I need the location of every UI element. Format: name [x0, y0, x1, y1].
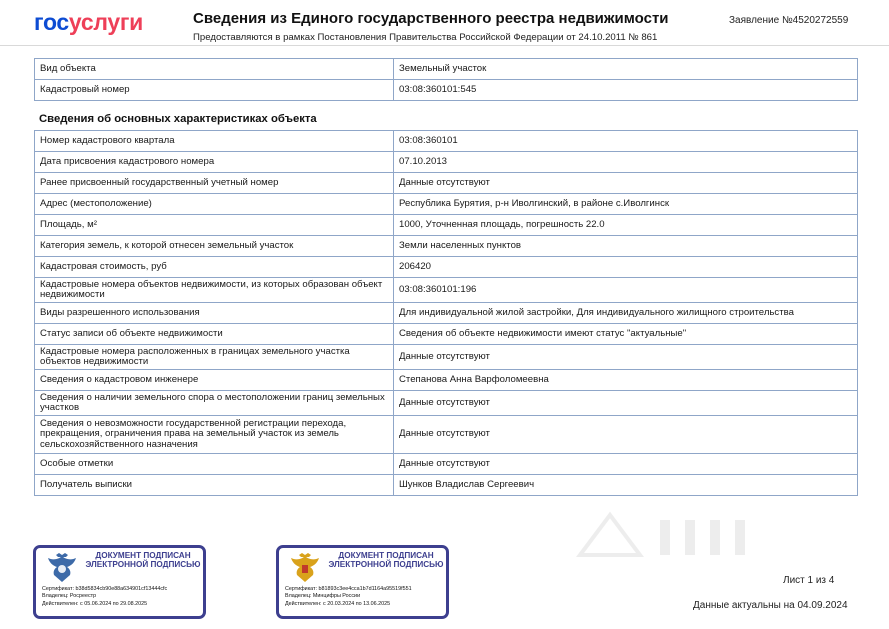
row-label: Особые отметки [35, 454, 394, 475]
stamp-certificate-info [42, 586, 167, 608]
electronic-signature-stamp-rosreestr [33, 545, 206, 619]
row-value: 1000, Уточненная площадь, погрешность 22.0 [394, 215, 858, 236]
row-label: Категория земель, к которой отнесен земельный участок [35, 236, 394, 257]
table-row [35, 152, 858, 173]
row-value: 07.10.2013 [394, 152, 858, 173]
table-row [35, 303, 858, 324]
row-value: Сведения об объекте недвижимости имеют статус "актуальные" [394, 324, 858, 345]
document-header [0, 0, 889, 46]
object-summary-table [34, 58, 858, 101]
row-value: Степанова Анна Варфоломеевна [394, 370, 858, 391]
table-row [35, 324, 858, 345]
table-row [35, 416, 858, 454]
table-row [35, 370, 858, 391]
row-label: Кадастровая стоимость, руб [35, 257, 394, 278]
row-label: Кадастровый номер [35, 80, 394, 101]
section-title: Сведения об основных характеристиках объекта [39, 113, 317, 125]
table-row [35, 454, 858, 475]
row-label: Кадастровые номера объектов недвижимости, из которых образован объект недвижимости [35, 278, 394, 303]
row-value: 206420 [394, 257, 858, 278]
row-value: Данные отсутствуют [394, 391, 858, 416]
table-row [35, 391, 858, 416]
cian-watermark-icon [570, 505, 790, 565]
row-value: Республика Бурятия, р-н Иволгинский, в районе с.Иволгинск [394, 194, 858, 215]
row-label: Кадастровые номера расположенных в границах земельного участка объектов недвижимости [35, 345, 394, 370]
stamp-validity: Действителен: с 05.06.2024 по 29.08.2025 [42, 600, 148, 607]
document-subtitle: Предоставляются в рамках Постановления Правительства Российской Федерации от 24.10.2011 № 861 [193, 32, 658, 43]
table-row [35, 278, 858, 303]
row-label: Площадь, м² [35, 215, 394, 236]
row-value: 03:08:360101:196 [394, 278, 858, 303]
row-value: Шунков Владислав Сергеевич [394, 475, 858, 496]
stamp-certificate: Сертификат: b38d5834cb90e88a634901cf13444cfc [42, 586, 168, 592]
row-label: Вид объекта [35, 59, 394, 80]
document-title: Сведения из Единого государственного реестра недвижимости [193, 10, 669, 27]
gosuslugi-logo[interactable] [34, 9, 143, 36]
stamp-owner: Владелец: Росреестр [42, 593, 97, 600]
table-row [35, 131, 858, 152]
row-label: Адрес (местоположение) [35, 194, 394, 215]
row-value: Данные отсутствуют [394, 173, 858, 194]
header-divider [0, 45, 889, 46]
stamp-certificate: Сертификат: b81893c3ee4cca1b7d1164a95519f551 [285, 586, 412, 592]
application-number: Заявление №4520272559 [729, 15, 849, 26]
stamp-title: ДОКУМЕНТ ПОДПИСАН ЭЛЕКТРОННОЙ ПОДПИСЬЮ [328, 551, 444, 569]
object-characteristics-table [34, 130, 858, 496]
row-value: Данные отсутствуют [394, 345, 858, 370]
coat-of-arms-icon [287, 552, 323, 586]
data-actual-date: Данные актуальны на 04.09.2024 [693, 600, 848, 611]
table-row [35, 173, 858, 194]
table-row [35, 59, 858, 80]
logo-part-uslugi: услуги [68, 9, 143, 35]
row-label: Номер кадастрового квартала [35, 131, 394, 152]
eagle-emblem-icon [44, 552, 80, 586]
stamp-owner: Владелец: Минцифры России [285, 593, 361, 600]
row-value: Для индивидуальной жилой застройки, Для индивидуального жилищного строительства [394, 303, 858, 324]
table-row [35, 475, 858, 496]
table-row [35, 236, 858, 257]
row-label: Ранее присвоенный государственный учетный номер [35, 173, 394, 194]
row-label: Сведения о невозможности государственной регистрации перехода, прекращения, ограничения права на земельный участок из земель сельскохозяйственного назначения [35, 416, 394, 454]
row-value: Данные отсутствуют [394, 416, 858, 454]
row-value: Земли населенных пунктов [394, 236, 858, 257]
row-label: Сведения о наличии земельного спора о местоположении границ земельных участков [35, 391, 394, 416]
electronic-signature-stamp-mintsifry [276, 545, 449, 619]
row-label: Статус записи об объекте недвижимости [35, 324, 394, 345]
table-row [35, 194, 858, 215]
sheet-number: Лист 1 из 4 [783, 575, 835, 586]
stamp-certificate-info [285, 586, 412, 608]
row-value: 03:08:360101 [394, 131, 858, 152]
stamp-validity: Действителен: с 20.03.2024 по 13.06.2025 [285, 600, 391, 607]
table-row [35, 215, 858, 236]
table-row [35, 345, 858, 370]
row-label: Дата присвоения кадастрового номера [35, 152, 394, 173]
stamp-title: ДОКУМЕНТ ПОДПИСАН ЭЛЕКТРОННОЙ ПОДПИСЬЮ [85, 551, 201, 569]
row-label: Виды разрешенного использования [35, 303, 394, 324]
table-row [35, 80, 858, 101]
table-row [35, 257, 858, 278]
row-label: Сведения о кадастровом инженере [35, 370, 394, 391]
row-label: Получатель выписки [35, 475, 394, 496]
logo-part-gos: гос [34, 9, 69, 35]
row-value: 03:08:360101:545 [394, 80, 858, 101]
row-value: Земельный участок [394, 59, 858, 80]
row-value: Данные отсутствуют [394, 454, 858, 475]
